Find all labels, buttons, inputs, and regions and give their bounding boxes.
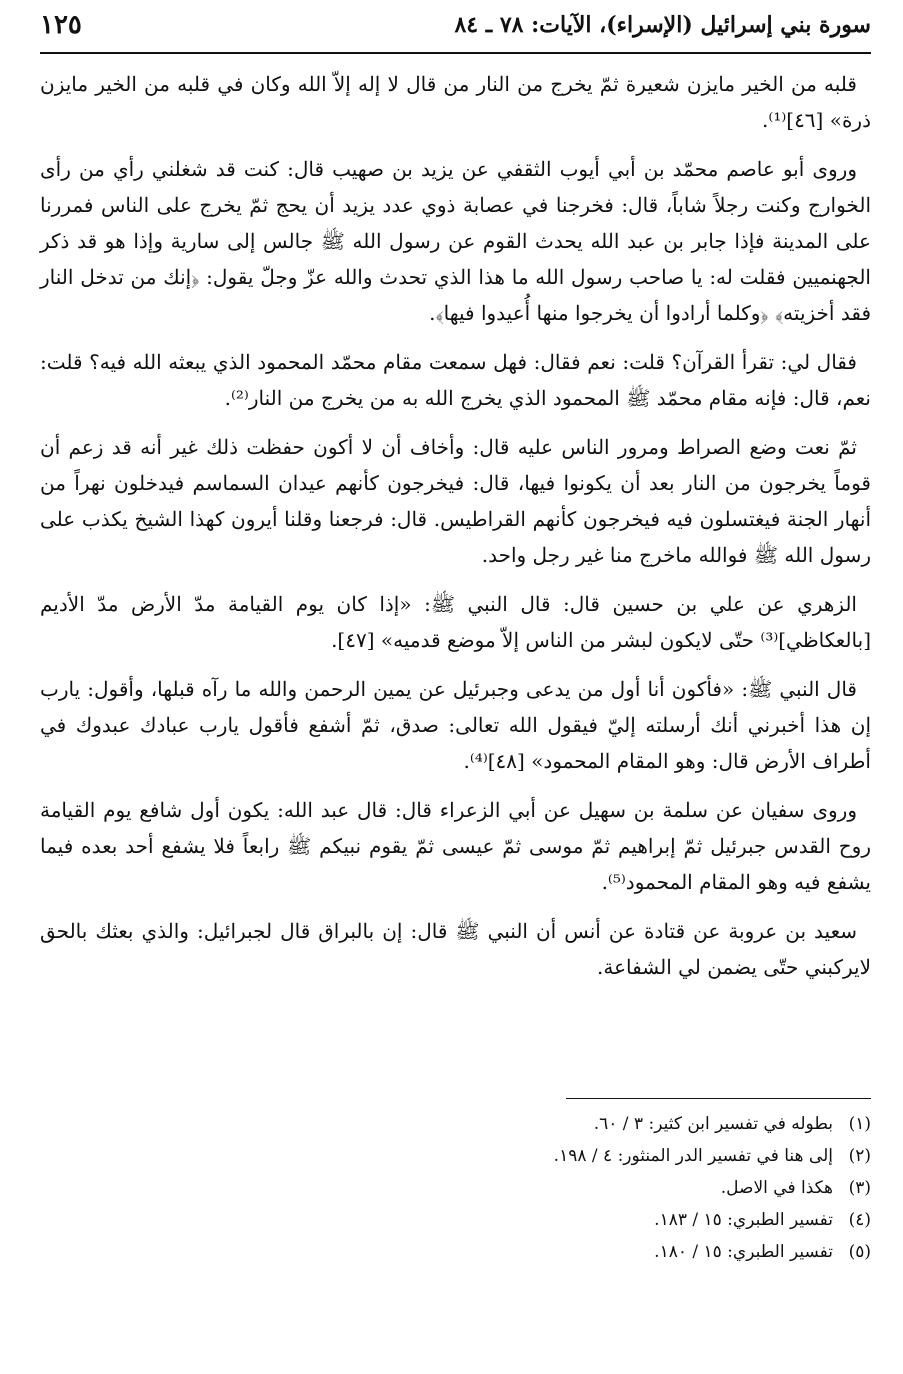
footnote-number: (١) xyxy=(848,1114,871,1134)
footnote-item xyxy=(40,1172,871,1204)
footnote-divider xyxy=(566,1098,871,1099)
footnote-text: هكذا في الاصل. xyxy=(720,1178,833,1198)
paragraph-5: الزهري عن علي بن حسين قال: قال النبي ﷺ: «إذا كان يوم القيامة مدّ الأرض مدّ الأديم [بالعكاظي]⁽³⁾ حتّى لايكون لبشر من الناس إلاّ موضع قدميه» [٤٧]. xyxy=(40,592,871,652)
footnote-number: (٤) xyxy=(848,1210,871,1230)
main-text xyxy=(40,66,871,998)
paragraph-4: ثمّ نعت وضع الصراط ومرور الناس عليه قال: وأخاف أن لا أكون حفظت ذلك غير أنه قد زعم أن قوماً يخرجون من النار بعد أن يكونوا فيها، قال: فيخرجون كأنهم عيدان السماسم فيدخلون نهراً من أنهار الجنة فيغتسلون فيه فيخرجون كأنهم القراطيس. قال: فرجعنا وقلنا أيرون كهذا الشيخ يكذب على رسول الله ﷺ فوالله ماخرج منا غير رجل واحد. xyxy=(40,435,871,567)
footnote-item xyxy=(40,1236,871,1268)
footnote-number: (٥) xyxy=(848,1242,871,1262)
footnote-number: (٢) xyxy=(848,1146,871,1166)
paragraph-2: وروى أبو عاصم محمّد بن أبي أيوب الثقفي عن يزيد بن صهيب قال: كنت قد شغلني رأي من رأى الخوارج وكنت رجلاً شاباً، قال: فخرجنا في عصابة ذوي عدد يزيد أن يحج ثمّ يخرج على الناس فمررنا على المدينة فإذا جابر بن عبد الله يحدث القوم عن رسول الله ﷺ جالس إلى سارية وإذا هو قد ذكر الجهنميين فقلت له: يا صاحب رسول الله ما هذا الذي تحدث والله عزّ وجلّ يقول: ﴿إنك من تدخل النار فقد أخزيته﴾ ﴿وكلما أرادوا أن يخرجوا منها أُعيدوا فيها﴾. xyxy=(40,157,871,325)
page-number: ١٢٥ xyxy=(40,10,82,40)
footnote-item xyxy=(40,1108,871,1140)
footnote-text: بطوله في تفسير ابن كثير: ٣ / ٦٠. xyxy=(593,1114,833,1134)
paragraph-3: فقال لي: تقرأ القرآن؟ قلت: نعم فقال: فهل سمعت مقام محمّد المحمود الذي يبعثه الله فيه؟ قلت: نعم، قال: فإنه مقام محمّد ﷺ المحمود الذي يخرج الله به من يخرج من النار⁽²⁾. xyxy=(40,350,871,410)
paragraph-1: قلبه من الخير مايزن شعيرة ثمّ يخرج من النار من قال لا إله إلاّ الله وكان في قلبه من الخير مايزن ذرة» [٤٦]⁽¹⁾. xyxy=(40,72,871,132)
footnote-number: (٣) xyxy=(848,1178,871,1198)
footnote-item xyxy=(40,1140,871,1172)
footnote-item xyxy=(40,1204,871,1236)
running-title: سورة بني إسرائيل (الإسراء)، الآيات: ٧٨ ـ ٨٤ xyxy=(454,12,871,38)
paragraph-7: وروى سفيان عن سلمة بن سهيل عن أبي الزعراء قال: قال عبد الله: يكون أول شافع يوم القيامة روح القدس جبرئيل ثمّ إبراهيم ثمّ موسى ثمّ عيسى ثمّ يقوم نبيكم ﷺ رابعاً فلا يشفع أحد بعده فيما يشفع فيه وهو المقام المحمود⁽⁵⁾. xyxy=(40,798,871,894)
footnotes xyxy=(40,1108,871,1268)
footnote-text: تفسير الطبري: ١٥ / ١٨٣. xyxy=(654,1210,833,1230)
footnote-text: تفسير الطبري: ١٥ / ١٨٠. xyxy=(654,1242,833,1262)
paragraph-8: سعيد بن عروبة عن قتادة عن أنس أن النبي ﷺ قال: إن بالبراق قال لجبرائيل: والذي بعثك بالحق لايركبني حتّى يضمن لي الشفاعة. xyxy=(40,919,871,979)
footnote-text: إلى هنا في تفسير الدر المنثور: ٤ / ١٩٨. xyxy=(553,1146,833,1166)
paragraph-6: قال النبي ﷺ: «فأكون أنا أول من يدعى وجبرئيل عن يمين الرحمن والله ما رآه قبلها، وأقول: يارب إن هذا أخبرني أنك أرسلته إليّ فيقول الله تعالى: صدق، ثمّ أشفع فأقول يارب عبادك عبدوك في أطراف الأرض قال: وهو المقام المحمود» [٤٨]⁽⁴⁾. xyxy=(40,677,871,773)
page-header xyxy=(40,6,871,54)
